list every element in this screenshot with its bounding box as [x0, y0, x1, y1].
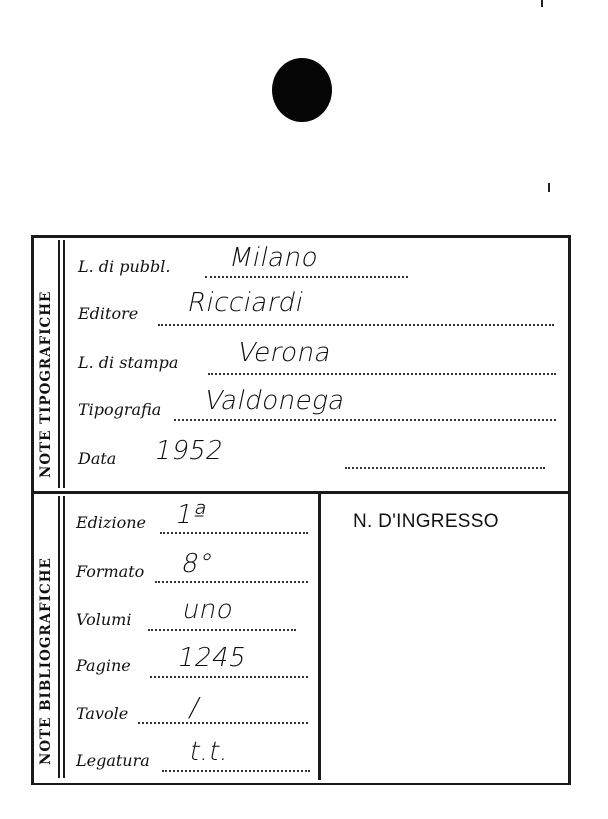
tipografiche-section-label: NOTE TIPOGRAFICHE: [38, 290, 54, 478]
column-divider: [318, 494, 321, 780]
field-label-luogo-pubblicazione: L. di pubbl.: [78, 257, 171, 276]
field-label-luogo-stampa: L. di stampa: [78, 353, 179, 372]
field-value-pagine: 1245: [174, 643, 250, 673]
field-value-tavole: /: [186, 693, 203, 723]
field-label-edizione: Edizione: [76, 513, 146, 532]
field-value-volumi: uno: [179, 595, 237, 625]
field-label-tavole: Tavole: [76, 704, 129, 723]
scan-speck: [548, 183, 550, 192]
dotted-line: [158, 324, 554, 326]
dotted-line: [160, 532, 308, 534]
section-rule: [63, 496, 65, 778]
dotted-line: [162, 770, 310, 772]
field-value-editore: Ricciardi: [184, 288, 307, 318]
field-label-editore: Editore: [78, 304, 139, 323]
section-rule: [58, 496, 60, 778]
field-value-tipografia: Valdonega: [201, 386, 349, 416]
numero-ingresso-label: N. D'INGRESSO: [353, 511, 499, 532]
section-rule: [58, 240, 60, 488]
dotted-line: [138, 722, 308, 724]
field-label-legatura: Legatura: [76, 751, 150, 770]
field-value-formato: 8°: [178, 549, 216, 579]
field-value-data: 1952: [151, 436, 227, 466]
field-label-formato: Formato: [76, 562, 145, 581]
dotted-line: [345, 467, 545, 469]
field-value-luogo-pubblicazione: Milano: [226, 243, 322, 273]
field-value-legatura: t.t.: [186, 737, 233, 767]
dotted-line: [174, 419, 556, 421]
field-value-luogo-stampa: Verona: [234, 338, 335, 368]
field-label-data: Data: [78, 449, 117, 468]
dotted-line: [148, 629, 296, 631]
section-rule: [63, 240, 65, 488]
field-label-volumi: Volumi: [76, 610, 132, 629]
dotted-line: [150, 676, 308, 678]
dotted-line: [155, 581, 308, 583]
dotted-line: [205, 276, 408, 278]
field-label-tipografia: Tipografia: [78, 400, 162, 419]
field-value-edizione: 1ª: [172, 500, 209, 530]
section-divider: [33, 491, 569, 494]
scan-speck: [541, 0, 543, 7]
field-label-pagine: Pagine: [76, 656, 131, 675]
dotted-line: [208, 373, 556, 375]
bibliografiche-section-label: NOTE BIBLIOGRAFICHE: [38, 557, 54, 765]
punch-hole: [272, 58, 332, 122]
